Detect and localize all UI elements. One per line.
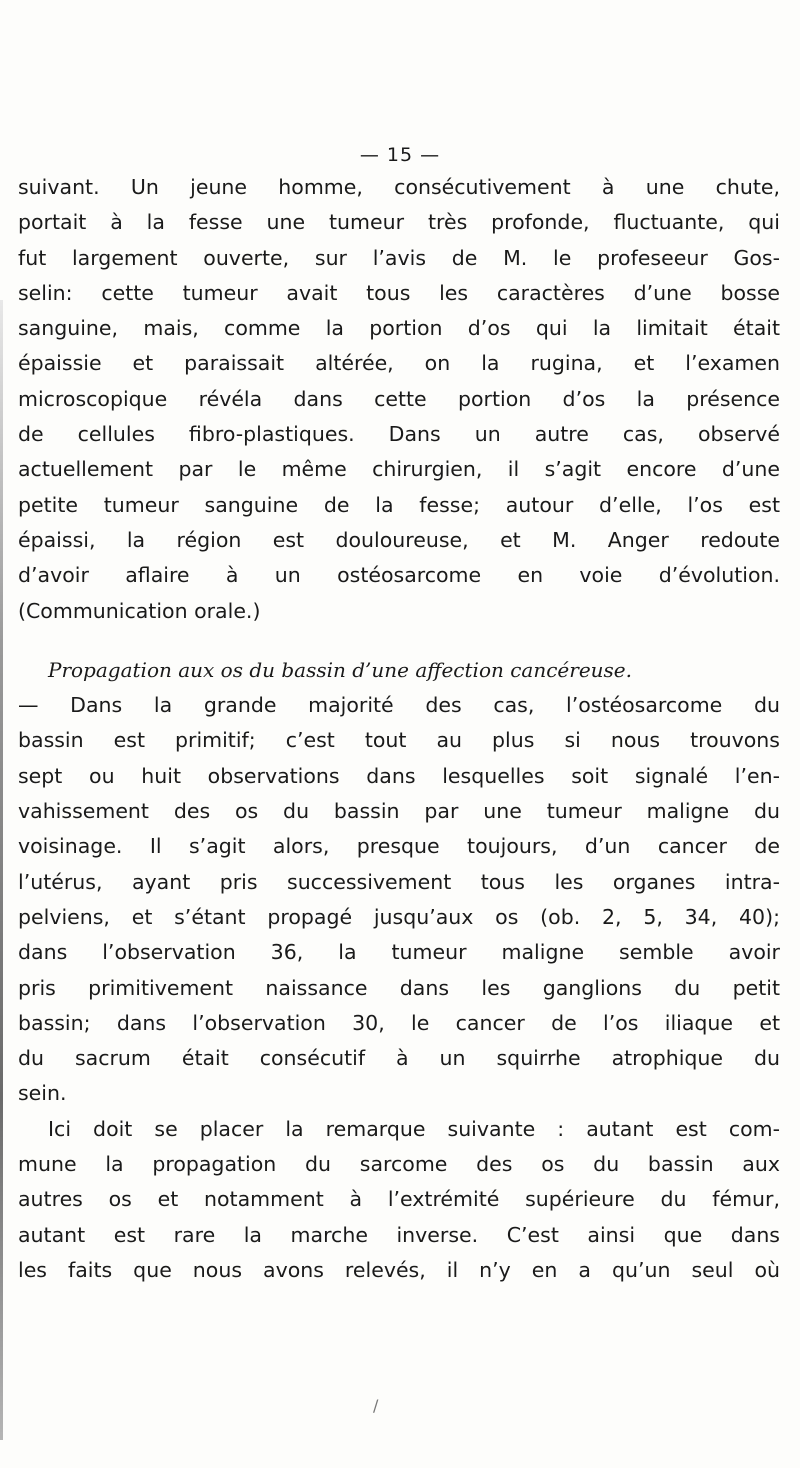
text-line: suivant. Un jeune homme, consécutivement à une chute, — [18, 175, 780, 199]
text-line: autres os et notamment à l’extrémité supérieure du fémur, — [18, 1187, 780, 1212]
text-line: sanguine, mais, comme la portion d’os qui la limitait était — [18, 316, 780, 341]
text-line: actuellement par le même chirurgien, il s’agit encore d’une — [18, 457, 780, 482]
text-line: autant est rare la marche inverse. C’est ainsi que dans — [18, 1222, 780, 1247]
text-line: d’avoir aflaire à un ostéosarcome en voie d’évolution. — [18, 563, 780, 588]
text-line: épaissi, la région est douloureuse, et M. Anger redoute — [18, 527, 780, 552]
text-line: portait à la fesse une tumeur très profonde, fluctuante, qui — [18, 210, 780, 235]
paragraph-3 — [18, 1112, 780, 1288]
page-number: — 15 — — [359, 144, 441, 166]
text-line: dans l’observation 36, la tumeur maligne semble avoir — [18, 940, 780, 965]
paragraph-1 — [18, 170, 780, 629]
text-line: de cellules fibro-plastiques. Dans un autre cas, observé — [18, 422, 780, 447]
text-line: (Communication orale.) — [18, 598, 261, 623]
text-line: voisinage. Il s’agit alors, presque toujours, d’un cancer de — [18, 834, 780, 859]
text-line: — Dans la grande majorité des cas, l’ostéosarcome du — [18, 693, 780, 718]
text-line: épaissie et paraissait altérée, on la rugina, et l’examen — [18, 351, 780, 376]
text-line: mune la propagation du sarcome des os du bassin aux — [18, 1152, 780, 1177]
body-text — [18, 170, 780, 1288]
text-line: bassin est primitif; c’est tout au plus si nous trouvons — [18, 728, 780, 753]
section-heading: Propagation aux os du bassin d’une affection cancéreuse. — [48, 657, 632, 682]
text-line: Ici doit se placer la remarque suivante : autant est com- — [48, 1116, 780, 1141]
paragraph-gap — [18, 629, 780, 653]
text-line: les faits que nous avons relevés, il n’y en a qu’un seul où — [18, 1257, 780, 1282]
text-line: du sacrum était consécutif à un squirrhe atrophique du — [18, 1046, 780, 1071]
text-line: sein. — [18, 1081, 67, 1106]
text-line: sept ou huit observations dans lesquelles soit signalé l’en- — [18, 763, 780, 788]
text-line: pelviens, et s’étant propagé jusqu’aux os (ob. 2, 5, 34, 40); — [18, 904, 780, 929]
page-binding-shadow — [0, 300, 3, 1440]
text-line: vahissement des os du bassin par une tumeur maligne du — [18, 799, 780, 824]
stray-mark: / — [373, 1396, 379, 1415]
text-line: pris primitivement naissance dans les ganglions du petit — [18, 975, 780, 1000]
text-line: selin: cette tumeur avait tous les caractères d’une bosse — [18, 280, 780, 305]
text-line: l’utérus, ayant pris successivement tous les organes intra- — [18, 869, 780, 894]
text-line: fut largement ouverte, sur l’avis de M. le profeseeur Gos- — [18, 245, 780, 270]
text-line: microscopique révéla dans cette portion d’os la présence — [18, 386, 780, 411]
paragraph-2 — [18, 653, 780, 1112]
text-line: bassin; dans l’observation 30, le cancer de l’os iliaque et — [18, 1010, 780, 1035]
text-line: petite tumeur sanguine de la fesse; autour d’elle, l’os est — [18, 492, 780, 517]
